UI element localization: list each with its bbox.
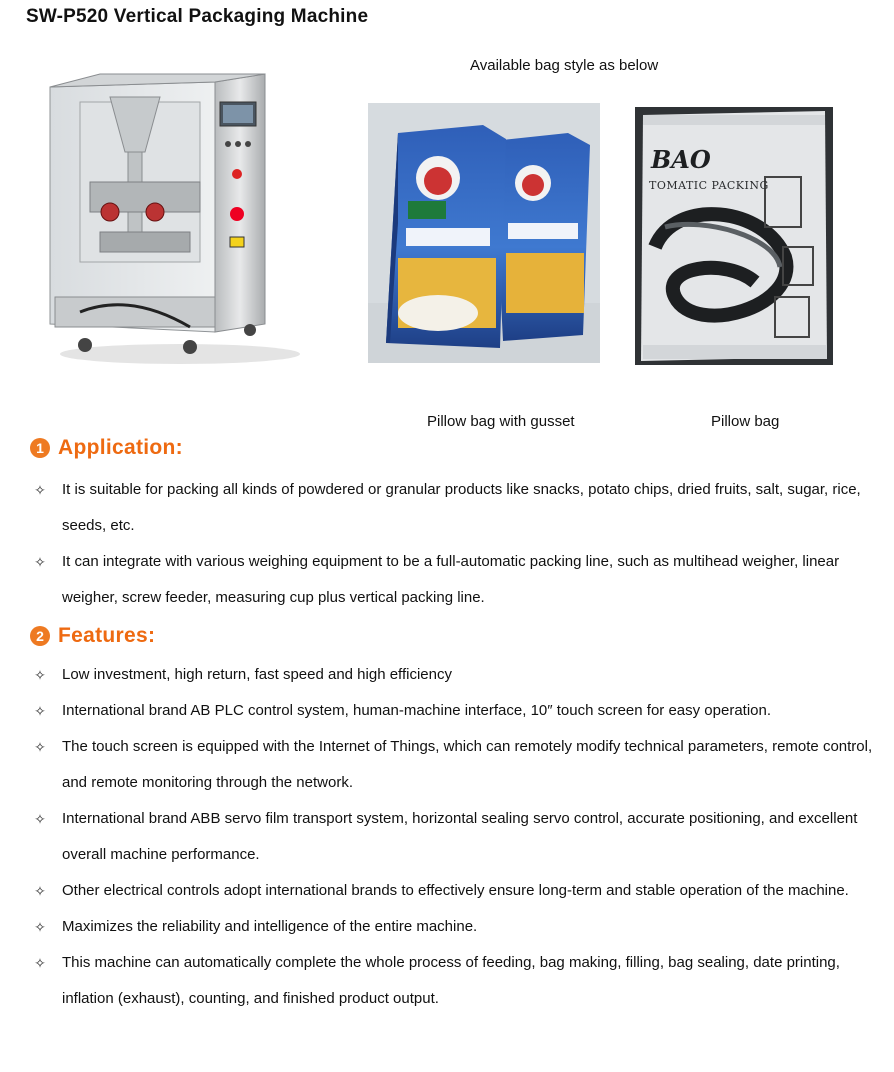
star-bullet-icon: ✧ bbox=[34, 883, 46, 899]
machine-photo bbox=[40, 62, 305, 372]
application-heading bbox=[30, 436, 183, 460]
section-title: Features: bbox=[58, 624, 156, 647]
list-item: ✧ International brand ABB servo film transport system, horizontal sealing servo control, accurate positioning, and excellent overall machine performance. bbox=[30, 801, 880, 873]
star-bullet-icon: ✧ bbox=[34, 703, 46, 719]
page-title: SW-P520 Vertical Packaging Machine bbox=[26, 6, 369, 27]
list-item: ✧ The touch screen is equipped with the Internet of Things, which can remotely modify technical parameters, remote control, and remote monitoring through the network. bbox=[30, 729, 880, 801]
list-item: ✧ International brand AB PLC control system, human-machine interface, 10″ touch screen for easy operation. bbox=[30, 693, 880, 729]
list-item: ✧ Other electrical controls adopt international brands to effectively ensure long-term and stable operation of the machine. bbox=[30, 873, 880, 909]
pillow-bag-photo bbox=[635, 107, 833, 365]
star-bullet-icon: ✧ bbox=[34, 955, 46, 971]
section-number-badge: 2 bbox=[30, 626, 50, 646]
bag-styles-heading: Available bag style as below bbox=[470, 57, 659, 74]
pillow-bag-caption: Pillow bag bbox=[711, 413, 780, 430]
pillow-bag-brand: BAO bbox=[651, 145, 711, 174]
star-bullet-icon: ✧ bbox=[34, 811, 46, 827]
list-item: ✧ It can integrate with various weighing equipment to be a full-automatic packing line, such as multihead weigher, linear weigher, screw feeder, measuring cup plus vertical packing line. bbox=[30, 544, 880, 616]
star-bullet-icon: ✧ bbox=[34, 667, 46, 683]
star-bullet-icon: ✧ bbox=[34, 919, 46, 935]
application-list bbox=[30, 472, 880, 616]
star-bullet-icon: ✧ bbox=[34, 739, 46, 755]
star-bullet-icon: ✧ bbox=[34, 482, 46, 498]
gusset-bag-photo bbox=[368, 103, 600, 363]
list-item: ✧ This machine can automatically complete the whole process of feeding, bag making, filling, bag sealing, date printing, inflation (exhaust), counting, and finished product output. bbox=[30, 945, 880, 1017]
gusset-bag-caption: Pillow bag with gusset bbox=[427, 413, 575, 430]
section-number-badge: 1 bbox=[30, 438, 50, 458]
list-item: ✧ It is suitable for packing all kinds of powdered or granular products like snacks, potato chips, dried fruits, salt, sugar, rice, seeds, etc. bbox=[30, 472, 880, 544]
section-title: Application: bbox=[58, 436, 183, 459]
list-item: ✧ Low investment, high return, fast speed and high efficiency bbox=[30, 657, 880, 693]
pillow-bag-subtitle: TOMATIC PACKING bbox=[649, 179, 769, 192]
star-bullet-icon: ✧ bbox=[34, 554, 46, 570]
features-list bbox=[30, 657, 880, 1017]
list-item: ✧ Maximizes the reliability and intelligence of the entire machine. bbox=[30, 909, 880, 945]
features-heading bbox=[30, 624, 155, 648]
